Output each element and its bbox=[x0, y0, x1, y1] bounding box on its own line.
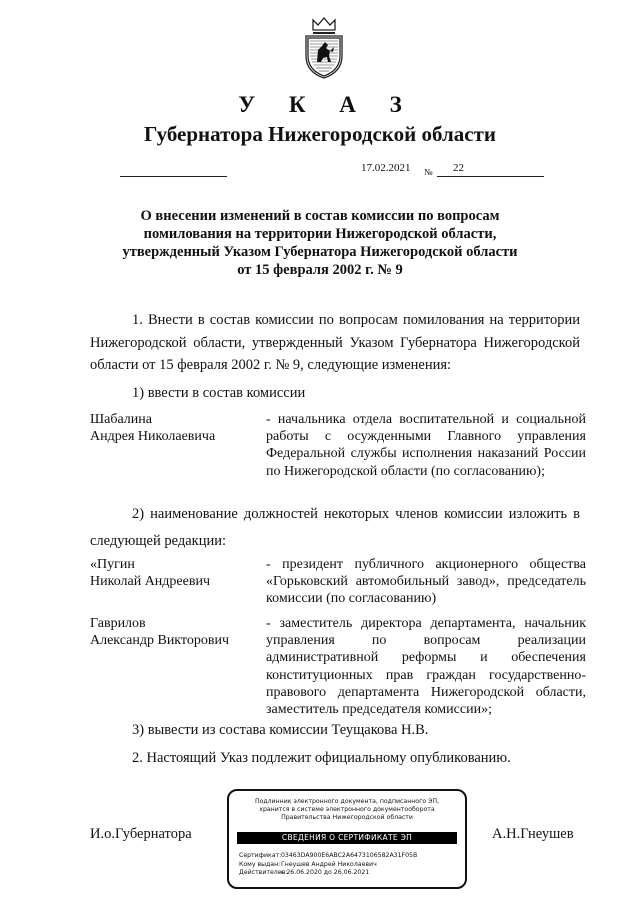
issued-label: Кому выдан: bbox=[239, 860, 281, 868]
issuer-title: Губернатора Нижегородской области bbox=[144, 122, 496, 146]
stamp-text: Правительства Нижегородской области bbox=[281, 814, 413, 822]
member-position: - начальника отдела воспитательной и социальной работы с осужденными Главного управления Федеральной службы исполнения наказаний России по Нижегородской области (по согласованию); bbox=[266, 412, 586, 479]
paragraph-1-1: 1) ввести в состав комиссии bbox=[132, 385, 306, 401]
certificate-details bbox=[239, 852, 459, 878]
member-given-name: Александр Викторович bbox=[90, 633, 230, 648]
member-surname: Шабалина bbox=[90, 412, 152, 427]
valid-value: с 26.06.2020 до 26.06.2021 bbox=[281, 869, 370, 876]
valid-label: Действителен: bbox=[239, 869, 288, 876]
member-given-name: Николай Андреевич bbox=[90, 574, 210, 589]
member-surname: «Пугин bbox=[90, 557, 135, 572]
document-type: У К А З bbox=[238, 92, 416, 117]
cert-label: Сертификат: bbox=[239, 852, 282, 859]
member-position: - президент публичного акционерного общества «Горьковский автомобильный завод», председатель комиссии (по согласованию) bbox=[266, 557, 586, 607]
title-line: утвержденный Указом Губернатора Нижегородской области bbox=[122, 244, 518, 260]
valid-row bbox=[239, 869, 459, 878]
cert-value: 03463DA900E6ABC2A6473106582A31F05B bbox=[281, 852, 418, 859]
signatory-position: И.о.Губернатора bbox=[90, 826, 192, 842]
decree-date: 17.02.2021 bbox=[361, 162, 411, 174]
certificate-bar: СВЕДЕНИЯ О СЕРТИФИКАТЕ ЭП bbox=[237, 832, 457, 844]
coat-of-arms-icon bbox=[301, 16, 347, 80]
signatory-name: А.Н.Гнеушев bbox=[492, 826, 574, 842]
date-line-left bbox=[120, 176, 227, 177]
paragraph-1: 1. Внести в состав комиссии по вопросам помилования на территории Нижегородской области, утвержденный Указом Губернатора Нижегородской области от 15 февраля 2002 г. № 9, следующие изменения: bbox=[90, 312, 580, 373]
title-line: О внесении изменений в состав комиссии по вопросам bbox=[140, 208, 500, 224]
issued-value: Гнеушев Андрей Николаевич bbox=[281, 860, 377, 868]
member-surname: Гаврилов bbox=[90, 616, 146, 631]
paragraph-2: 2. Настоящий Указ подлежит официальному опубликованию. bbox=[132, 750, 511, 766]
member-name bbox=[90, 556, 210, 590]
number-label: № bbox=[424, 167, 433, 177]
paragraph-1-2: 2) наименование должностей некоторых членов комиссии изложить в следующей редакции: bbox=[90, 506, 580, 549]
title-line: от 15 февраля 2002 г. № 9 bbox=[237, 262, 403, 278]
decree-title bbox=[100, 207, 540, 279]
stamp-header bbox=[237, 798, 457, 823]
member-position: - заместитель директора департамента, начальник управления по вопросам реализации административной реформы и обеспечения конституционных прав граждан государственно-правового департамента Нижегородской области, заместитель председателя комиссии»; bbox=[266, 616, 586, 718]
decree-number: 22 bbox=[453, 162, 464, 174]
member-name bbox=[90, 615, 229, 649]
cert-row bbox=[239, 852, 459, 861]
member-given-name: Андрея Николаевича bbox=[90, 429, 216, 444]
stamp-text: хранится в системе электронного документооборота bbox=[259, 806, 435, 814]
e-signature-stamp bbox=[227, 789, 467, 889]
member-name bbox=[90, 411, 215, 445]
paragraph-1-3: 3) вывести из состава комиссии Теущакова Н.В. bbox=[132, 722, 429, 738]
title-line: помилования на территории Нижегородской области, bbox=[143, 226, 497, 242]
issued-row bbox=[239, 861, 459, 870]
number-underline bbox=[437, 176, 544, 177]
stamp-text: Подлинник электронного документа, подписанного ЭП, bbox=[254, 798, 440, 805]
